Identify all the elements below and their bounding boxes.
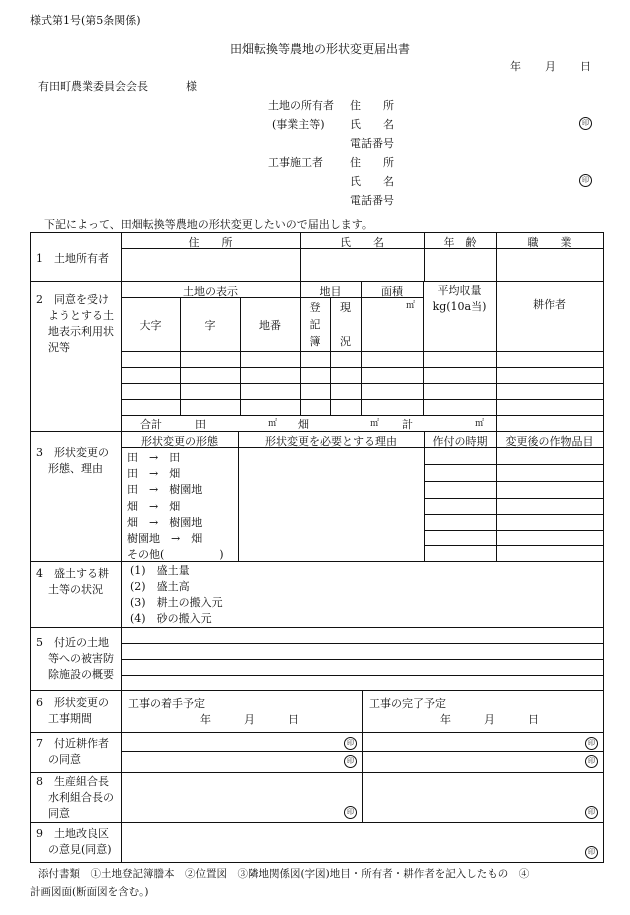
sec7-seal-icon: 印 xyxy=(344,755,357,768)
total-label: 合計 xyxy=(140,418,162,431)
sec4-label: 4 盛土する耕 土等の状況 xyxy=(36,567,109,596)
list-item: 田 → 樹園地 xyxy=(127,483,203,497)
list-item: 畑 → 樹園地 xyxy=(127,515,203,529)
attachments-line1: 添付書類 ①土地登記簿謄本 ②位置図 ③隣地関係図(字図)地目・所有者・耕作者を記入したもの ④ xyxy=(38,868,530,880)
change-form-list xyxy=(127,450,224,563)
col-change-reason: 形状変更を必要とする理由 xyxy=(265,435,397,448)
sec9-label: 9 土地改良区 の意見(同意) xyxy=(36,827,112,856)
sec7-seal-icon: 印 xyxy=(344,737,357,750)
col-chimoku: 地目 xyxy=(319,285,342,298)
sec1-col-address: 住 所 xyxy=(188,236,233,249)
work-end-label: 工事の完了予定 xyxy=(369,697,446,710)
total-paddy-unit: ㎡ xyxy=(268,419,278,429)
list-item: 畑 → 畑 xyxy=(127,499,181,513)
contractor-phone-label: 電話番号 xyxy=(350,194,394,207)
sec1-col-age: 年 齢 xyxy=(443,236,477,249)
sec8-seal-icon: 印 xyxy=(585,806,598,819)
contractor-name-label: 氏 名 xyxy=(350,175,394,188)
total-field-unit: ㎡ xyxy=(370,419,380,429)
contractor-address-label: 住 所 xyxy=(350,156,394,169)
col-current: 現 況 xyxy=(340,301,351,348)
list-item: (2) 盛土高 xyxy=(130,580,190,593)
sec3-label: 3 形状変更の 形態、理由 xyxy=(36,446,109,475)
area-unit: ㎡ xyxy=(406,301,416,311)
sec1-col-name: 氏 名 xyxy=(340,236,384,249)
sec8-seal-icon: 印 xyxy=(344,806,357,819)
owner-seal-icon: 印 xyxy=(579,117,592,130)
list-item: 田 → 田 xyxy=(127,451,181,464)
sec1-col-job: 職 業 xyxy=(527,236,572,249)
total-sum-unit: ㎡ xyxy=(475,419,485,429)
col-yield: 平均収量 kg(10a当) xyxy=(432,284,487,313)
date-month-label: 月 xyxy=(545,60,556,73)
list-item: (4) 砂の搬入元 xyxy=(130,612,212,625)
owner-name-label: 氏 名 xyxy=(350,118,394,131)
work-start-date: 年 月 日 xyxy=(200,713,299,726)
land-display-header: 土地の表示 xyxy=(183,285,238,298)
date-day-label: 日 xyxy=(580,60,591,73)
col-cultivator: 耕作者 xyxy=(533,298,566,311)
intro-text: 下記によって、田畑転換等農地の形状変更したいので届出します。 xyxy=(44,218,373,231)
honorific: 様 xyxy=(186,80,197,93)
col-area: 面積 xyxy=(381,285,403,298)
document-title: 田畑転換等農地の形状変更届出書 xyxy=(230,42,411,56)
owner-label: 土地の所有者 xyxy=(268,99,334,112)
owner-address-label: 住 所 xyxy=(350,99,394,112)
sec9-seal-icon: 印 xyxy=(585,846,598,859)
total-field-label: 畑 xyxy=(298,418,309,431)
col-oaza: 大字 xyxy=(139,319,162,332)
contractor-label: 工事施工者 xyxy=(268,156,323,169)
soil-item-list xyxy=(130,563,223,627)
list-item: (3) 耕土の搬入元 xyxy=(130,596,223,609)
col-planting-season: 作付の時期 xyxy=(432,435,488,448)
owner-sub-label: (事業主等) xyxy=(272,118,325,131)
col-change-form: 形状変更の形態 xyxy=(141,435,218,448)
total-paddy-label: 田 xyxy=(195,418,206,431)
sec7-seal-icon: 印 xyxy=(585,755,598,768)
sec5-label: 5 付近の土地 等への被害防 除施設の概要 xyxy=(36,636,114,681)
col-registry: 登 記 簿 xyxy=(309,301,321,348)
col-chiban: 地番 xyxy=(259,319,281,332)
work-end-date: 年 月 日 xyxy=(440,713,539,726)
contractor-seal-icon: 印 xyxy=(579,174,592,187)
sec1-label: 1 土地所有者 xyxy=(36,252,109,265)
col-aza: 字 xyxy=(204,319,216,332)
total-sum-label: 計 xyxy=(402,418,413,431)
sec7-label: 7 付近耕作者 の同意 xyxy=(36,737,109,766)
addressee: 有田町農業委員会会長 xyxy=(38,80,148,93)
sec6-label: 6 形状変更の 工事期間 xyxy=(36,696,109,725)
attachments-line2: 計画図面(断面図を含む。) xyxy=(30,886,149,898)
form-number: 様式第1号(第5条関係) xyxy=(30,14,141,27)
col-crop-after: 変更後の作物品目 xyxy=(505,435,594,448)
sec8-label: 8 生産組合長 水利組合長の 同意 xyxy=(36,775,114,820)
list-item: 田 → 畑 xyxy=(127,467,181,481)
list-item: (1) 盛土量 xyxy=(130,564,190,577)
list-item: その他( ) xyxy=(127,548,224,562)
list-item: 樹園地 → 畑 xyxy=(127,532,203,546)
work-start-label: 工事の着手予定 xyxy=(128,697,205,710)
sec2-label: 2 同意を受け ようとする土 地表示利用状 況等 xyxy=(36,293,114,354)
owner-phone-label: 電話番号 xyxy=(350,137,394,150)
sec7-seal-icon: 印 xyxy=(585,737,598,750)
date-year-label: 年 xyxy=(510,60,521,73)
